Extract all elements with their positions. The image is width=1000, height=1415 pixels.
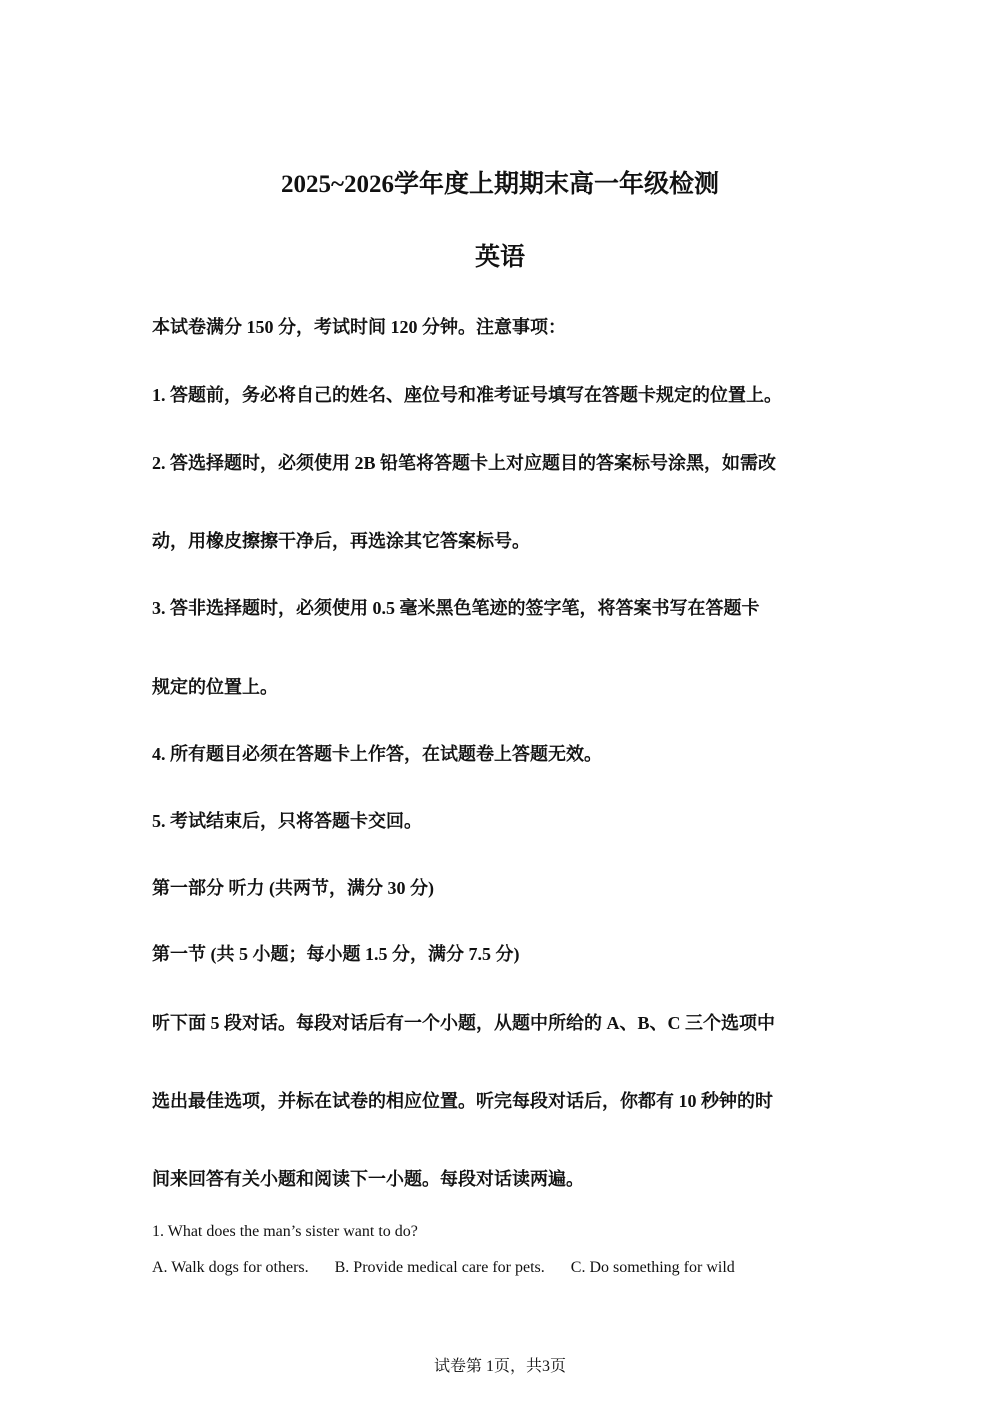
option-c: C. Do something for wild bbox=[570, 1259, 735, 1276]
question-1-stem: 1. What does the man’s sister want to do? bbox=[152, 1223, 418, 1240]
section-heading: 第一节 (共 5 小题；每小题 1.5 分，满分 7.5 分) bbox=[152, 944, 520, 964]
instruction-item-3-line-1: 3. 答非选择题时，必须使用 0.5 毫米黑色笔迹的签字笔，将答案书写在答题卡 bbox=[152, 598, 760, 618]
subject-heading: 英语 bbox=[474, 244, 525, 271]
exam-title: 2025~2026学年度上期期末高一年级检测 bbox=[280, 171, 719, 198]
instruction-item-2-line-1: 2. 答选择题时，必须使用 2B 铅笔将答题卡上对应题目的答案标号涂黑，如需改 bbox=[152, 453, 777, 473]
instruction-item-2-line-2: 动，用橡皮擦擦干净后，再选涂其它答案标号。 bbox=[152, 531, 530, 551]
instruction-item-4: 4. 所有题目必须在答题卡上作答，在试题卷上答题无效。 bbox=[152, 744, 602, 764]
instruction-item-3-line-2: 规定的位置上。 bbox=[152, 677, 278, 697]
directions-line-1: 听下面 5 段对话。每段对话后有一个小题，从题中所给的 A、B、C 三个选项中 bbox=[152, 1013, 776, 1033]
instructions-intro: 本试卷满分 150 分，考试时间 120 分钟。注意事项： bbox=[152, 317, 566, 337]
instruction-item-5: 5. 考试结束后，只将答题卡交回。 bbox=[152, 811, 422, 831]
question-1-options bbox=[152, 1257, 757, 1279]
option-b: B. Provide medical care for pets. bbox=[334, 1259, 545, 1276]
instruction-item-1: 1. 答题前，务必将自己的姓名、座位号和准考证号填写在答题卡规定的位置上。 bbox=[152, 385, 782, 405]
directions-line-3: 间来回答有关小题和阅读下一小题。每段对话读两遍。 bbox=[152, 1169, 584, 1189]
part-heading: 第一部分 听力 (共两节，满分 30 分) bbox=[152, 878, 434, 898]
page-footer: 试卷第 1页，共3页 bbox=[433, 1358, 566, 1375]
directions-line-2: 选出最佳选项，并标在试卷的相应位置。听完每段对话后，你都有 10 秒钟的时 bbox=[152, 1091, 773, 1111]
option-a: A. Walk dogs for others. bbox=[152, 1259, 309, 1276]
